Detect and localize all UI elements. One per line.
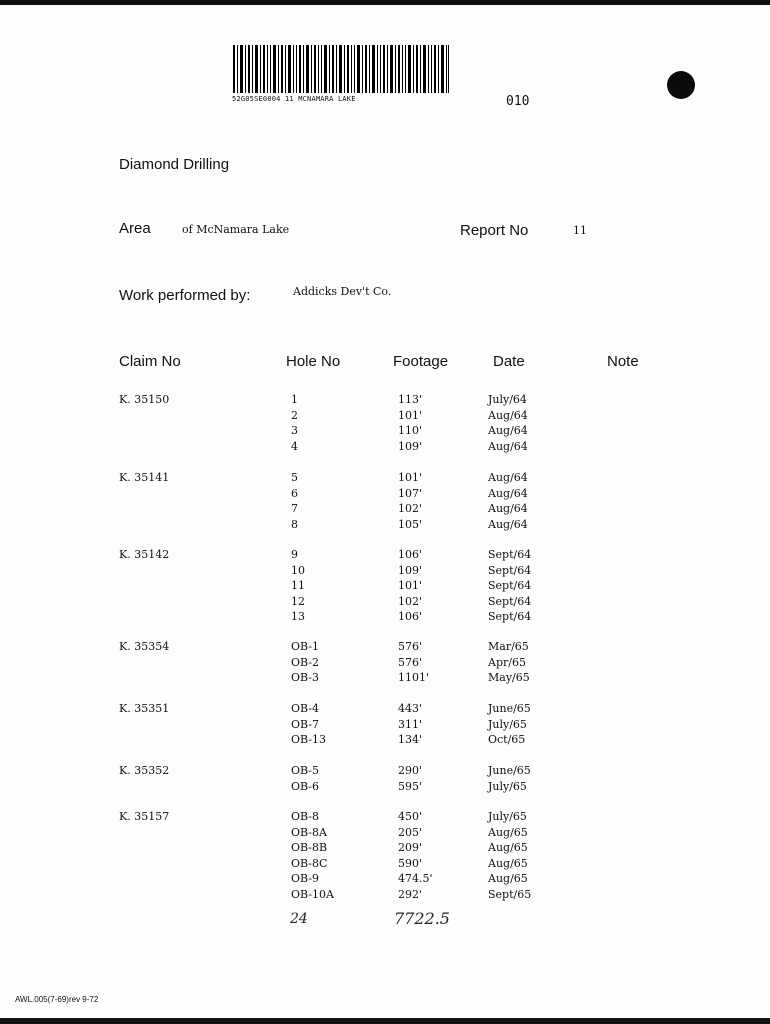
footage-value: 107': [398, 486, 423, 500]
date-value: July/65: [488, 717, 527, 731]
footage-value: 101': [398, 471, 423, 484]
date-value: Mar/65: [488, 640, 529, 653]
date-value: Aug/65: [488, 841, 528, 855]
footage-value: 105': [398, 517, 423, 531]
hole-number: 5: [291, 471, 298, 484]
date-value: Sept/64: [488, 610, 532, 624]
hole-number: OB-5: [291, 764, 320, 777]
footage-column-header: Footage: [393, 353, 449, 370]
report-number-label: Report No: [460, 222, 529, 239]
work-performed-label: Work performed by:: [119, 287, 251, 304]
date-value: Aug/65: [488, 856, 528, 870]
date-value: Aug/64: [488, 439, 528, 453]
date-value: Aug/65: [488, 825, 528, 839]
date-value: July/64: [488, 393, 527, 406]
footage-value: 102': [398, 594, 423, 608]
claim-number: K. 35352: [119, 764, 170, 777]
date-column-header: Date: [493, 353, 525, 370]
holes-column: [291, 639, 319, 686]
claim-column-header: Claim No: [119, 353, 181, 370]
date-value: Apr/65: [488, 655, 526, 669]
date-value: Aug/65: [488, 872, 528, 886]
dates-column: [488, 639, 530, 686]
claim-number: K. 35141: [119, 471, 170, 484]
total-footage: 7722.5: [394, 909, 450, 928]
hole-number: 2: [291, 408, 298, 422]
footage-value: 101': [398, 408, 423, 422]
hole-number: 1: [291, 393, 298, 406]
hole-number: 10: [291, 563, 305, 577]
holes-column: [291, 809, 334, 903]
date-value: May/65: [488, 671, 530, 685]
dates-column: [488, 392, 528, 454]
date-value: Sept/64: [488, 579, 532, 593]
area-label: Area: [119, 220, 151, 237]
total-holes: 24: [290, 911, 308, 927]
date-value: Aug/64: [488, 408, 528, 422]
barcode: [233, 45, 449, 93]
date-value: Sept/64: [488, 594, 532, 608]
hole-number: 11: [291, 579, 305, 593]
hole-number: 9: [291, 548, 298, 561]
footage-value: 109': [398, 563, 423, 577]
footage-value: 576': [398, 640, 423, 653]
hole-number: 8: [291, 517, 298, 531]
footage-column: [398, 547, 422, 625]
footage-value: 590': [398, 856, 423, 870]
punch-hole-mark: [667, 71, 695, 99]
footage-value: 311': [398, 717, 423, 731]
hole-number: 13: [291, 610, 305, 624]
footage-value: 595': [398, 779, 423, 793]
footage-column: [398, 701, 422, 748]
date-value: July/65: [488, 810, 527, 823]
hole-number: 6: [291, 486, 298, 500]
claim-number: K. 35150: [119, 393, 170, 406]
hole-number: OB-1: [291, 640, 320, 653]
footage-value: 102': [398, 502, 423, 516]
hole-number: OB-6: [291, 779, 320, 793]
holes-column: [291, 392, 298, 454]
hole-number: 7: [291, 502, 298, 516]
footage-value: 101': [398, 579, 423, 593]
date-value: Oct/65: [488, 733, 526, 747]
hole-number: OB-9: [291, 872, 320, 886]
footage-column: [398, 809, 433, 903]
footage-value: 576': [398, 655, 423, 669]
hole-number: OB-2: [291, 655, 320, 669]
hole-number: 3: [291, 424, 298, 438]
footage-value: 209': [398, 841, 423, 855]
date-value: July/65: [488, 779, 527, 793]
hole-number: OB-7: [291, 717, 320, 731]
footage-value: 106': [398, 610, 423, 624]
holes-column: [291, 547, 305, 625]
date-value: Aug/64: [488, 471, 528, 484]
holes-column: [291, 701, 326, 748]
date-value: Sept/65: [488, 887, 532, 901]
barcode-caption: 52G05SE0004 11 MCNAMARA LAKE: [232, 95, 356, 103]
claim-number: K. 35157: [119, 810, 170, 823]
hole-number: OB-8A: [291, 825, 327, 839]
dates-column: [488, 547, 531, 625]
date-value: June/65: [488, 764, 531, 777]
footage-value: 443': [398, 702, 423, 715]
document-title: Diamond Drilling: [119, 156, 230, 173]
claim-number: K. 35354: [119, 640, 170, 653]
footage-value: 109': [398, 439, 423, 453]
work-performed-value: Addicks Dev't Co.: [293, 285, 392, 298]
footage-value: 106': [398, 548, 423, 561]
page-code: 010: [506, 94, 530, 109]
footage-value: 205': [398, 825, 423, 839]
scan-bottom-edge: [0, 1018, 770, 1024]
date-value: Aug/64: [488, 486, 528, 500]
footage-column: [398, 392, 422, 454]
date-value: Aug/64: [488, 424, 528, 438]
hole-number: 4: [291, 439, 298, 453]
area-value: of McNamara Lake: [182, 223, 290, 236]
hole-number: OB-8B: [291, 841, 328, 855]
footage-value: 450': [398, 810, 423, 823]
dates-column: [488, 701, 531, 748]
dates-column: [488, 809, 531, 903]
footage-value: 113': [398, 393, 423, 406]
date-value: Aug/64: [488, 517, 528, 531]
hole-number: OB-10A: [291, 887, 334, 901]
hole-number: OB-13: [291, 733, 327, 747]
hole-number: 12: [291, 594, 305, 608]
claim-number: K. 35142: [119, 548, 170, 561]
claim-number: K. 35351: [119, 702, 170, 715]
footage-value: 110': [398, 424, 423, 438]
footage-value: 290': [398, 764, 423, 777]
dates-column: [488, 763, 531, 794]
hole-number: OB-8: [291, 810, 320, 823]
hole-number: OB-8C: [291, 856, 328, 870]
footage-column: [398, 763, 422, 794]
note-column-header: Note: [607, 353, 639, 370]
report-number-value: 11: [573, 224, 587, 237]
date-value: June/65: [488, 702, 531, 715]
footage-value: 1101': [398, 671, 430, 685]
footage-value: 292': [398, 887, 423, 901]
footage-value: 134': [398, 733, 423, 747]
footage-column: [398, 639, 429, 686]
scan-top-edge: [0, 0, 770, 5]
date-value: Aug/64: [488, 502, 528, 516]
form-code: AWL.005(7-69)rev 9-72: [15, 995, 99, 1004]
footage-column: [398, 470, 422, 532]
hole-number: OB-4: [291, 702, 320, 715]
date-value: Sept/64: [488, 548, 532, 561]
holes-column: [291, 470, 298, 532]
date-value: Sept/64: [488, 563, 532, 577]
dates-column: [488, 470, 528, 532]
hole-column-header: Hole No: [286, 353, 341, 370]
holes-column: [291, 763, 319, 794]
footage-value: 474.5': [398, 872, 433, 886]
hole-number: OB-3: [291, 671, 320, 685]
